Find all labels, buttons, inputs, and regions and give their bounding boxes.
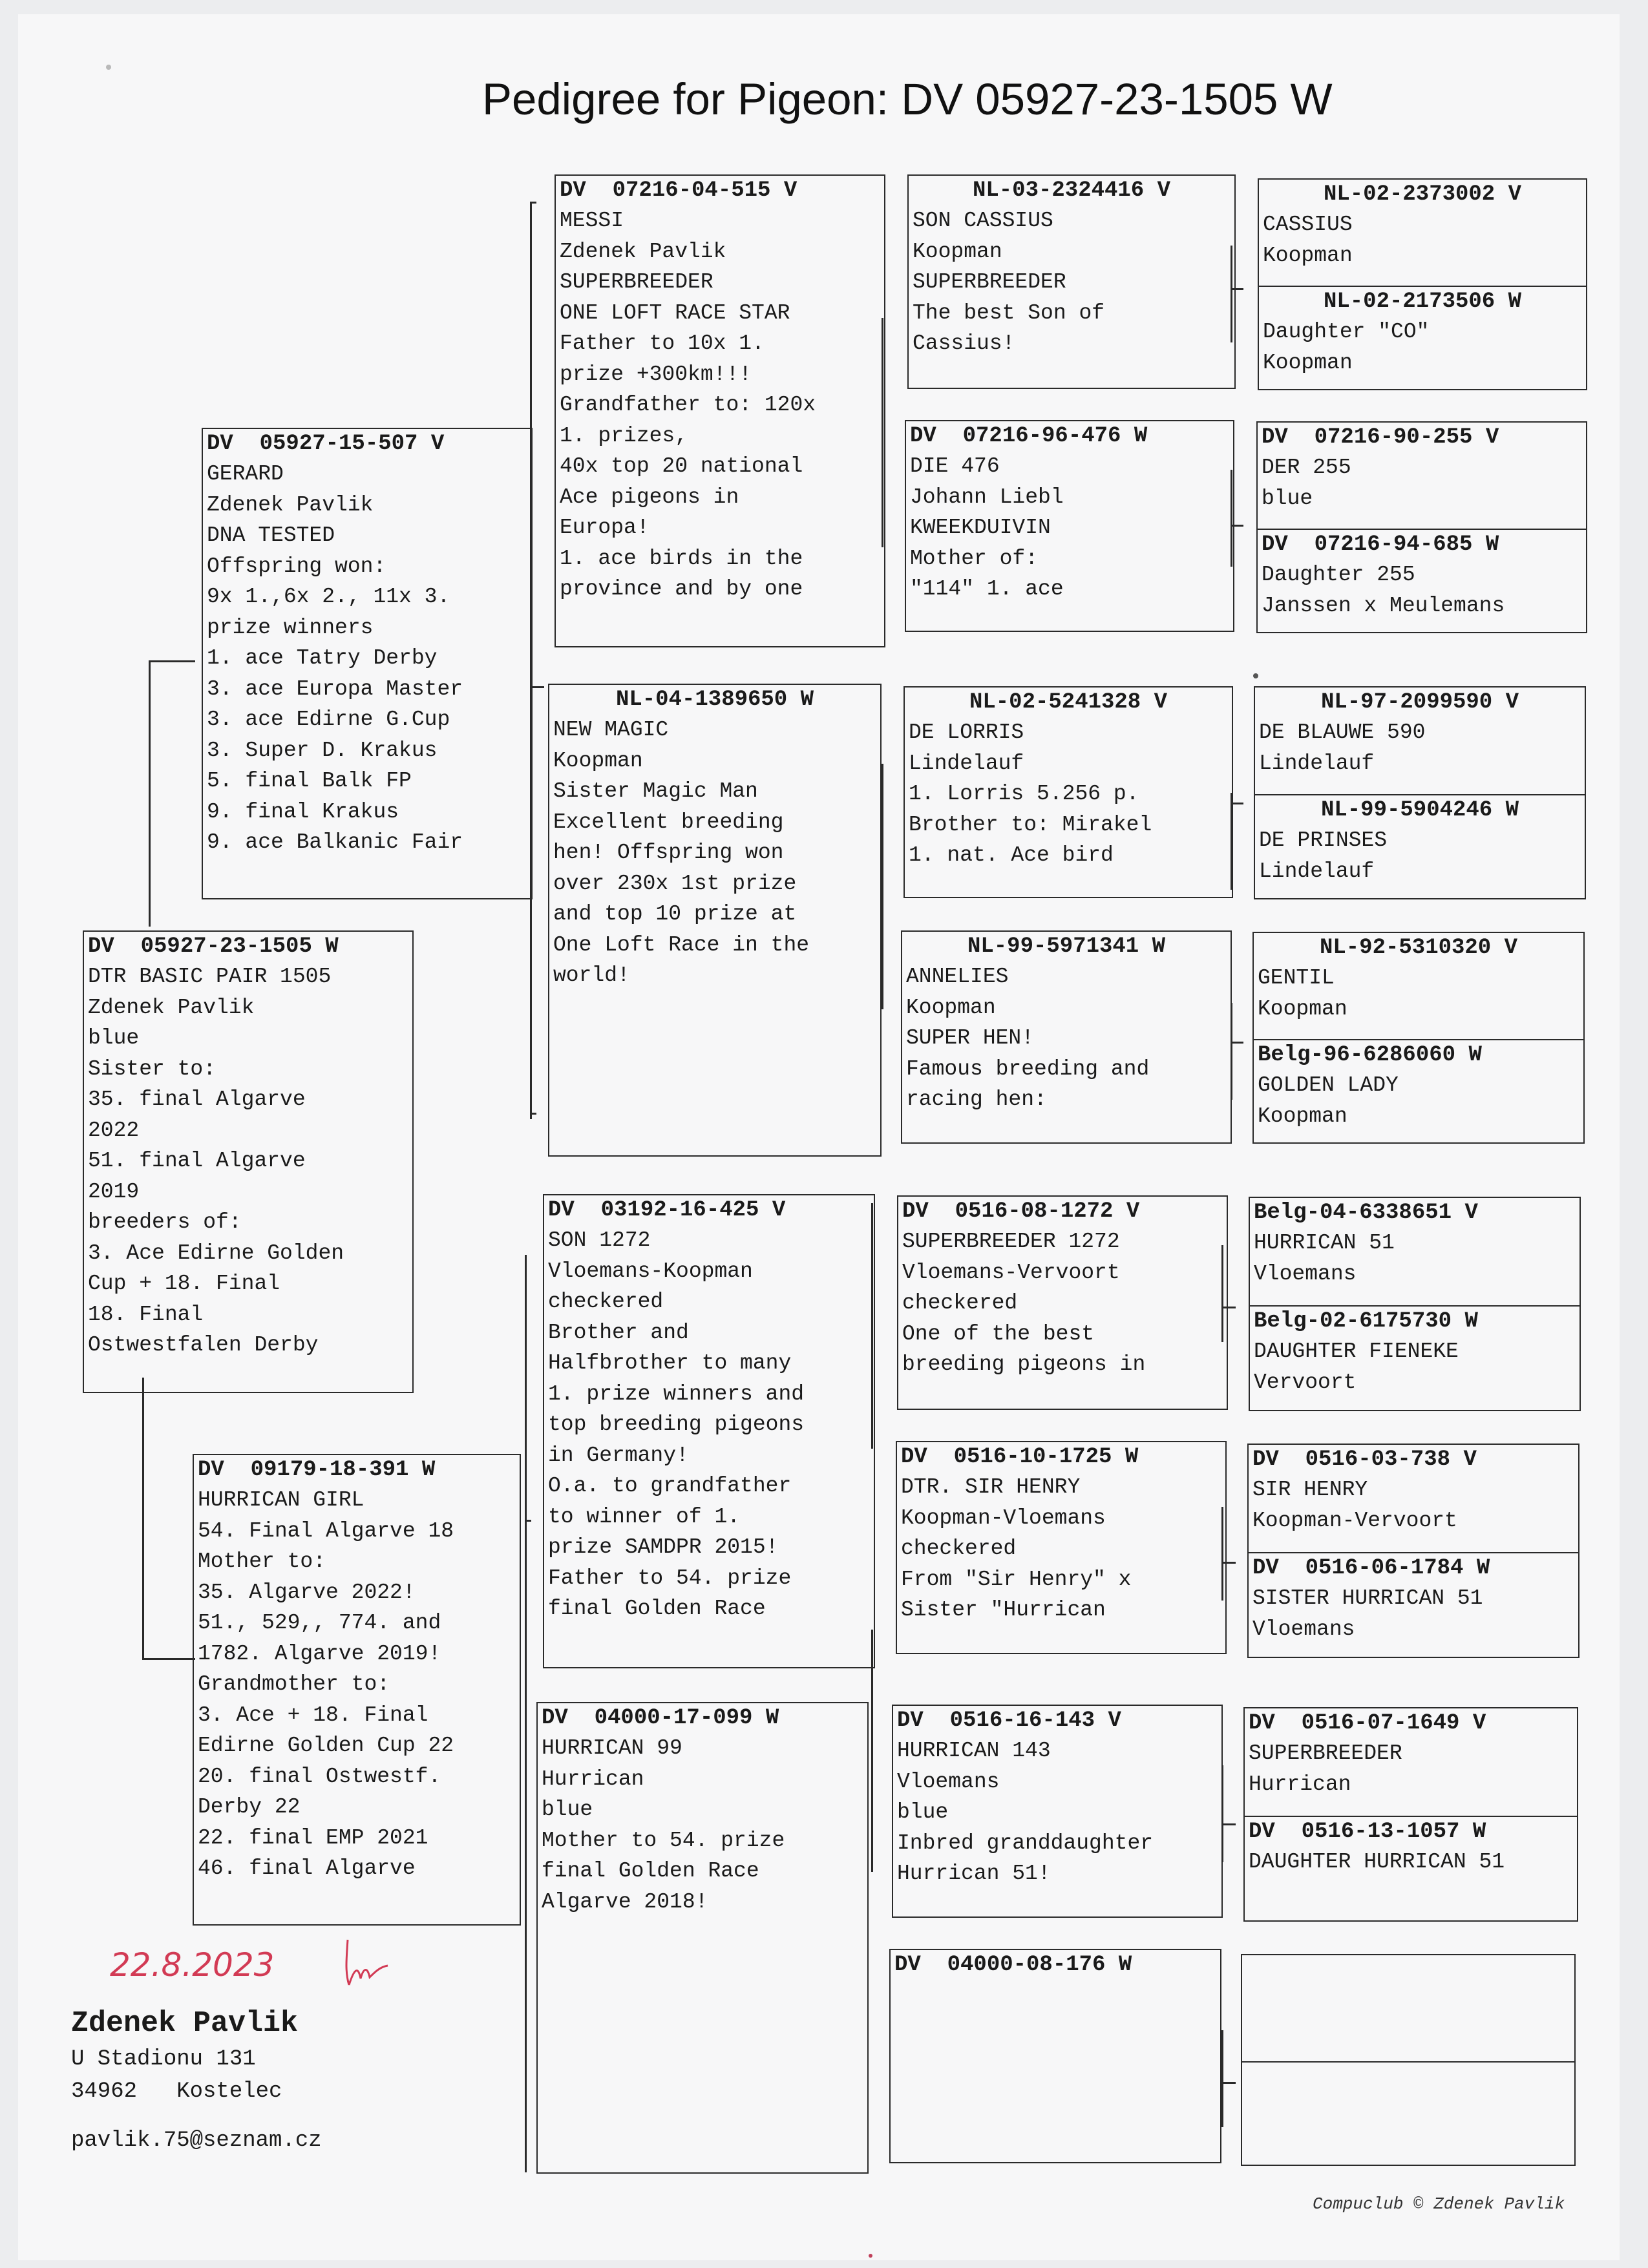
ring-number: DV 09179-18-391 W xyxy=(198,1458,436,1482)
text-line: DAUGHTER FIENEKE xyxy=(1254,1339,1459,1363)
text-line: 1782. Algarve 2019! xyxy=(198,1641,441,1666)
text-line: Mother to 54. prize xyxy=(542,1828,785,1853)
text-line: 35. Algarve 2022! xyxy=(198,1580,416,1604)
text-line: Daughter "CO" xyxy=(1263,320,1430,344)
card-text xyxy=(897,1472,1225,1626)
text-line: SUPERBREEDER xyxy=(560,270,713,294)
owner-address-block xyxy=(71,2004,322,2157)
text-line: Brother to: Mirakel xyxy=(909,812,1152,837)
text-line: Edirne Golden Cup 22 xyxy=(198,1734,454,1758)
text-line: Koopman xyxy=(553,748,643,773)
text-line: Cup + 18. Final xyxy=(88,1272,280,1296)
text-line: One Loft Race in the xyxy=(553,932,810,957)
card-text xyxy=(194,1485,520,1884)
owner-street: U Stadionu 131 xyxy=(71,2047,256,2072)
grandparent-card xyxy=(543,1194,875,1668)
text-line: Johann Liebl xyxy=(910,485,1064,509)
scan-speck xyxy=(106,65,111,70)
card-text xyxy=(898,1226,1227,1380)
text-line: 2022 xyxy=(88,1118,140,1142)
text-line: Lindelauf xyxy=(1259,751,1375,775)
text-line: SON 1272 xyxy=(548,1228,651,1252)
text-line: ANNELIES xyxy=(906,965,1009,989)
text-line: 1. ace Tatry Derby xyxy=(207,646,438,670)
text-line: to winner of 1. xyxy=(548,1504,741,1529)
card-text xyxy=(893,1736,1221,1889)
ring-number: NL-92-5310320 V xyxy=(1319,936,1518,960)
text-line: DAUGHTER HURRICAN 51 xyxy=(1249,1850,1505,1874)
great-grandparent-card xyxy=(905,420,1234,632)
ring-number: DV 07216-90-255 V xyxy=(1262,425,1499,450)
card-text xyxy=(1249,1583,1578,1644)
text-line: Zdenek Pavlik xyxy=(560,239,726,264)
text-line: hen! Offspring won xyxy=(553,841,784,865)
gg-grandparent-pair xyxy=(1247,1444,1579,1658)
ring-number: NL-02-2173506 W xyxy=(1323,289,1522,314)
gg-grandparent-pair xyxy=(1254,686,1586,899)
text-line: Vloemans-Koopman xyxy=(548,1259,753,1283)
text-line: racing hen: xyxy=(906,1087,1047,1111)
connector xyxy=(1231,1042,1243,1044)
ring-number: NL-97-2099590 V xyxy=(1320,690,1519,715)
text-line: 40x top 20 national xyxy=(560,454,803,478)
text-line: 3. Ace + 18. Final xyxy=(198,1703,428,1727)
text-line: Cassius! xyxy=(913,331,1015,355)
gg-grandparent-sire xyxy=(1259,180,1586,286)
text-line: 3. Ace Edirne Golden xyxy=(88,1241,344,1265)
great-grandparent-card xyxy=(903,686,1233,898)
great-grandparent-card xyxy=(897,1195,1228,1410)
ring-number: DV 0516-16-143 V xyxy=(897,1708,1121,1733)
card-text xyxy=(1258,560,1586,621)
text-line: Sister Magic Man xyxy=(553,779,758,803)
card-text xyxy=(1245,1847,1577,1878)
text-line: 1. prize winners and xyxy=(548,1381,805,1406)
text-line: Hurrican xyxy=(542,1767,644,1791)
gg-grandparent-dam xyxy=(1255,794,1585,901)
text-line: GOLDEN LADY xyxy=(1258,1073,1399,1097)
gg-grandparent-dam xyxy=(1245,1816,1577,1923)
text-line: 1. nat. Ace bird xyxy=(909,843,1114,867)
text-line: Janssen x Meulemans xyxy=(1262,593,1505,618)
card-text xyxy=(1259,317,1586,378)
text-line: Algarve 2018! xyxy=(542,1889,708,1914)
gg-grandparent-pair xyxy=(1252,932,1585,1144)
text-line: SUPER HEN! xyxy=(906,1026,1035,1050)
text-line: 9. ace Balkanic Fair xyxy=(207,830,463,854)
subject-card xyxy=(83,930,414,1393)
text-line: The best Son of xyxy=(913,300,1105,325)
text-line: Vervoort xyxy=(1254,1370,1357,1394)
text-line: blue xyxy=(88,1026,140,1050)
text-line: breeders of: xyxy=(88,1210,242,1234)
handwritten-signature xyxy=(341,1933,419,1991)
text-line: Zdenek Pavlik xyxy=(88,995,255,1020)
text-line: 51., 529,, 774. and xyxy=(198,1611,441,1635)
card-text xyxy=(84,961,412,1361)
text-line: final Golden Race xyxy=(548,1597,766,1621)
text-line: CASSIUS xyxy=(1263,213,1353,236)
text-line: 35. final Algarve xyxy=(88,1087,306,1111)
text-line: MESSI xyxy=(560,209,624,233)
gg-grandparent-pair xyxy=(1243,1707,1578,1922)
text-line: Zdenek Pavlik xyxy=(207,492,374,517)
card-text xyxy=(1255,825,1585,887)
connector xyxy=(530,1113,536,1115)
text-line: top breeding pigeons xyxy=(548,1412,805,1436)
text-line: Grandmother to: xyxy=(198,1672,390,1696)
text-line: Brother and xyxy=(548,1320,689,1345)
gg-grandparent-pair xyxy=(1258,178,1587,390)
dam-card xyxy=(193,1454,521,1926)
text-line: DER 255 xyxy=(1262,456,1351,479)
gg-grandparent-dam xyxy=(1259,286,1586,392)
text-line: KWEEKDUIVIN xyxy=(910,516,1051,540)
text-line: final Golden Race xyxy=(542,1859,759,1883)
text-line: Vloemans xyxy=(897,1769,1000,1794)
text-line: From "Sir Henry" x xyxy=(901,1567,1132,1591)
ring-number: NL-04-1389650 W xyxy=(615,688,814,712)
text-line: HURRICAN GIRL xyxy=(198,1488,364,1512)
card-text xyxy=(906,451,1233,605)
text-line: prize winners xyxy=(207,615,374,640)
scan-speck xyxy=(1253,673,1258,678)
text-line: world! xyxy=(553,963,630,987)
connector xyxy=(1221,1823,1236,1825)
text-line: HURRICAN 99 xyxy=(542,1736,682,1760)
great-grandparent-card xyxy=(907,174,1236,389)
text-line: 54. Final Algarve 18 xyxy=(198,1518,454,1543)
text-line: in Germany! xyxy=(548,1443,689,1467)
footer-credit: Compuclub © Zdenek Pavlik xyxy=(1313,2194,1565,2214)
signature-date: 22.8.2023 xyxy=(110,1946,275,1984)
page-title: Pedigree for Pigeon: DV 05927-23-1505 W xyxy=(482,74,1333,124)
text-line: SIR HENRY xyxy=(1252,1478,1368,1502)
card-text xyxy=(1250,1336,1579,1398)
text-line: over 230x 1st prize xyxy=(553,871,797,896)
text-line: Father to 54. prize xyxy=(548,1566,792,1590)
ring-number: DV 07216-96-476 W xyxy=(910,424,1148,448)
text-line: Koopman xyxy=(1263,243,1353,268)
gg-grandparent-sire xyxy=(1249,1445,1578,1552)
text-line: Excellent breeding xyxy=(553,810,784,834)
text-line: Inbred granddaughter xyxy=(897,1831,1154,1855)
text-line: checkered xyxy=(548,1290,664,1314)
connector xyxy=(525,1255,527,2172)
text-line: 20. final Ostwestf. xyxy=(198,1764,441,1789)
text-line: 18. Final xyxy=(88,1302,204,1327)
gg-grandparent-sire xyxy=(1245,1708,1577,1816)
gg-grandparent-pair xyxy=(1256,421,1587,633)
ring-number: DV 04000-17-099 W xyxy=(542,1706,779,1730)
ring-number: NL-03-2324416 V xyxy=(972,178,1171,203)
text-line: Lindelauf xyxy=(1259,859,1375,883)
text-line: Koopman xyxy=(1258,996,1347,1021)
text-line: Grandfather to: 120x xyxy=(560,393,816,417)
ring-number: DV 05927-15-507 V xyxy=(207,432,445,456)
gg-grandparent-dam xyxy=(1254,1039,1583,1145)
text-line: HURRICAN 51 xyxy=(1254,1231,1395,1255)
gg-grandparent-dam xyxy=(1249,1552,1578,1659)
card-text xyxy=(1254,1070,1583,1131)
text-line: O.a. to grandfather xyxy=(548,1474,792,1498)
text-line: 3. ace Edirne G.Cup xyxy=(207,708,450,731)
ring-number: DV 04000-08-176 W xyxy=(894,1953,1132,1977)
great-grandparent-card xyxy=(896,1441,1227,1654)
text-line: SON CASSIUS xyxy=(913,209,1053,233)
text-line: Koopman xyxy=(1263,350,1353,375)
text-line: Koopman-Vervoort xyxy=(1252,1508,1457,1533)
ring-number: Belg-96-6286060 W xyxy=(1258,1043,1482,1067)
connector xyxy=(525,1520,531,1522)
text-line: 1. prizes, xyxy=(560,423,688,448)
text-line: HURRICAN 143 xyxy=(897,1739,1051,1763)
text-line: DE BLAUWE 590 xyxy=(1259,720,1426,744)
text-line: DTR BASIC PAIR 1505 xyxy=(88,965,332,989)
grandparent-card xyxy=(536,1702,869,2174)
text-line: DNA TESTED xyxy=(207,523,335,547)
great-grandparent-card xyxy=(889,1949,1221,2163)
text-line: 9. final Krakus xyxy=(207,799,399,824)
connector xyxy=(530,202,536,204)
gg-grandparent-dam xyxy=(1242,2061,1574,2167)
text-line: 2019 xyxy=(88,1179,140,1204)
text-line: DIE 476 xyxy=(910,454,1000,478)
text-line: Koopman xyxy=(1258,1104,1347,1128)
card-text xyxy=(549,715,880,991)
text-line: One of the best xyxy=(902,1321,1095,1346)
text-line: Famous breeding and xyxy=(906,1056,1150,1081)
text-line: 1. ace birds in the xyxy=(560,546,803,571)
text-line: breeding pigeons in xyxy=(902,1352,1146,1376)
ring-number: DV 0516-08-1272 V xyxy=(902,1199,1140,1224)
text-line: SUPERBREEDER xyxy=(1249,1741,1402,1765)
text-line: GENTIL xyxy=(1258,966,1335,990)
sire-card xyxy=(202,428,533,899)
text-line: 46. final Algarve xyxy=(198,1856,416,1880)
text-line: DE LORRIS xyxy=(909,720,1024,744)
connector xyxy=(149,660,151,927)
pedigree-sheet xyxy=(18,14,1620,2260)
card-text xyxy=(902,961,1231,1115)
card-text xyxy=(905,717,1232,871)
owner-city: 34962 Kostelec xyxy=(71,2079,282,2104)
card-text xyxy=(203,459,531,858)
text-line: checkered xyxy=(902,1291,1018,1315)
gg-grandparent-pair xyxy=(1249,1197,1581,1411)
text-line: 22. final EMP 2021 xyxy=(198,1825,428,1850)
ring-number: NL-99-5971341 W xyxy=(967,934,1166,959)
connector xyxy=(1221,2082,1236,2084)
text-line: Koopman-Vloemans xyxy=(901,1506,1106,1530)
ring-number: DV 07216-04-515 V xyxy=(560,178,798,203)
text-line: ONE LOFT RACE STAR xyxy=(560,300,790,325)
gg-grandparent-sire xyxy=(1258,423,1586,529)
owner-name: Zdenek Pavlik xyxy=(71,2007,299,2040)
text-line: 51. final Algarve xyxy=(88,1149,306,1173)
text-line: Mother to: xyxy=(198,1549,326,1573)
connector xyxy=(1221,2030,1223,2127)
card-text xyxy=(556,205,884,605)
card-text xyxy=(1245,1738,1577,1800)
text-line: "114" 1. ace xyxy=(910,577,1064,601)
text-line: Halfbrother to many xyxy=(548,1351,792,1375)
text-line: Sister to: xyxy=(88,1056,217,1081)
gg-grandparent-sire xyxy=(1255,688,1585,794)
card-text xyxy=(1259,209,1586,271)
card-text xyxy=(1255,717,1585,779)
connector xyxy=(882,764,883,1009)
text-line: 9x 1.,6x 2., 11x 3. xyxy=(207,585,450,609)
text-line: GERARD xyxy=(207,462,284,486)
text-line: DTR. SIR HENRY xyxy=(901,1475,1081,1499)
text-line: NEW MAGIC xyxy=(553,718,669,742)
text-line: DE PRINSES xyxy=(1259,828,1388,852)
text-line: blue xyxy=(542,1798,593,1822)
text-line: Offspring won: xyxy=(207,554,386,578)
text-line: SUPERBREEDER 1272 xyxy=(902,1230,1120,1254)
ring-number: DV 0516-03-738 V xyxy=(1252,1447,1477,1472)
text-line: Ace pigeons in xyxy=(560,485,739,509)
text-line: Vloemans xyxy=(1252,1617,1355,1641)
text-line: Vloemans-Vervoort xyxy=(902,1260,1120,1285)
text-line: 3. Super D. Krakus xyxy=(207,738,438,762)
text-line: 1. Lorris 5.256 p. xyxy=(909,782,1139,806)
ring-number: DV 0516-10-1725 W xyxy=(901,1445,1139,1469)
text-line: Vloemans xyxy=(1254,1261,1357,1286)
card-text xyxy=(1250,1228,1579,1289)
ring-number: Belg-04-6338651 V xyxy=(1254,1201,1478,1225)
text-line: Lindelauf xyxy=(909,751,1024,775)
gg-grandparent-sire xyxy=(1242,1955,1574,2061)
text-line: Ostwestfalen Derby xyxy=(88,1333,319,1357)
gg-grandparent-sire xyxy=(1254,933,1583,1039)
ring-number: DV 05927-23-1505 W xyxy=(88,934,339,959)
owner-email: pavlik.75@seznam.cz xyxy=(71,2128,322,2153)
text-line: province and by one xyxy=(560,577,803,601)
text-line: Koopman xyxy=(906,995,996,1020)
card-text xyxy=(544,1225,874,1624)
text-line: SISTER HURRICAN 51 xyxy=(1252,1586,1483,1610)
ring-number: NL-02-5241328 V xyxy=(969,690,1168,715)
card-text xyxy=(909,205,1234,359)
gg-grandparent-dam xyxy=(1250,1305,1579,1412)
card-text xyxy=(1258,452,1586,514)
card-text xyxy=(538,1733,867,1917)
great-grandparent-card xyxy=(901,930,1232,1144)
card-text xyxy=(1249,1475,1578,1536)
ring-number: NL-99-5904246 W xyxy=(1320,798,1519,823)
text-line: blue xyxy=(1262,486,1313,510)
grandparent-card xyxy=(555,174,885,647)
text-line: and top 10 prize at xyxy=(553,902,797,926)
connector xyxy=(149,660,195,662)
great-grandparent-card xyxy=(892,1705,1223,1918)
ring-number: Belg-02-6175730 W xyxy=(1254,1309,1478,1334)
ring-number: DV 03192-16-425 V xyxy=(548,1198,786,1223)
card-text xyxy=(1254,963,1583,1024)
text-line: blue xyxy=(897,1800,949,1824)
text-line: 5. final Balk FP xyxy=(207,769,412,793)
text-line: prize +300km!!! xyxy=(560,362,752,386)
grandparent-card xyxy=(548,684,882,1157)
text-line: 3. ace Europa Master xyxy=(207,677,463,701)
text-line: Hurrican 51! xyxy=(897,1862,1051,1885)
gg-grandparent-pair xyxy=(1241,1954,1576,2166)
ring-number: NL-02-2373002 V xyxy=(1323,182,1522,207)
text-line: Europa! xyxy=(560,516,650,540)
text-line: Father to 10x 1. xyxy=(560,331,765,355)
text-line: Daughter 255 xyxy=(1262,563,1415,587)
text-line: checkered xyxy=(901,1537,1017,1560)
text-line: SUPERBREEDER xyxy=(913,270,1066,294)
ring-number: DV 0516-07-1649 V xyxy=(1249,1711,1486,1736)
gg-grandparent-sire xyxy=(1250,1198,1579,1305)
scan-speck xyxy=(869,2254,872,2258)
gg-grandparent-dam xyxy=(1258,529,1586,635)
text-line: Mother of: xyxy=(910,546,1039,571)
text-line: Hurrican xyxy=(1249,1772,1351,1796)
text-line: prize SAMDPR 2015! xyxy=(548,1535,779,1559)
text-line: Koopman xyxy=(913,239,1002,264)
ring-number: DV 0516-06-1784 W xyxy=(1252,1556,1490,1580)
connector xyxy=(142,1378,144,1658)
ring-number: DV 0516-13-1057 W xyxy=(1249,1820,1486,1844)
connector xyxy=(142,1658,195,1660)
text-line: Sister "Hurrican xyxy=(901,1598,1106,1622)
text-line: Derby 22 xyxy=(198,1795,301,1819)
ring-number: DV 07216-94-685 W xyxy=(1262,532,1499,557)
